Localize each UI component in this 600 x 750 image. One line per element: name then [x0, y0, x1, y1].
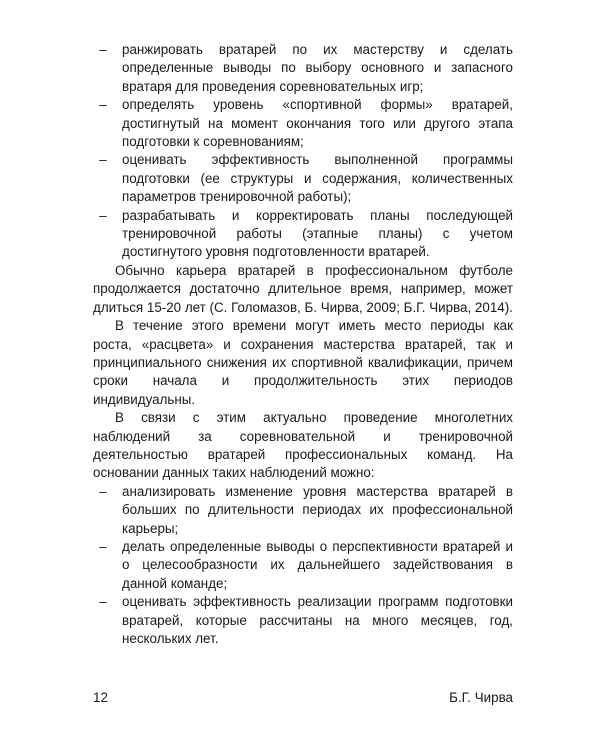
list-item-text: анализировать изменение уровня мастерства вратарей в больших по длительности периодах их профессиональной карьеры; — [122, 483, 513, 536]
list-item-text: ранжировать вратарей по их мастерству и сделать определенные выводы по выбору основного и запасного вратаря для проведения соревновательных игр; — [122, 42, 513, 94]
bullet-list-top — [93, 41, 513, 262]
list-item-text: оценивать эффективность выполненной программы подготовки (ее структуры и содержания, количественных параметров тренировочной работы); — [122, 152, 513, 205]
list-item — [93, 538, 513, 593]
list-item-text: разрабатывать и корректировать планы последующей тренировочной работы (этапные планы) с учетом достигнутого уровня подготовленности вратарей. — [122, 207, 513, 260]
dash-marker: – — [99, 42, 107, 57]
dash-marker: – — [99, 594, 107, 610]
book-page — [93, 41, 513, 721]
dash-marker: – — [99, 97, 107, 113]
dash-marker: – — [99, 538, 107, 554]
page-footer — [93, 689, 513, 709]
list-item — [93, 41, 513, 96]
list-item-text: определять уровень «спортивной формы» вратарей, достигнутый на момент окончания того или другого этапа подготовки к соревнованиям; — [122, 97, 513, 150]
page-number: 12 — [93, 690, 108, 705]
list-item-text: оценивать эффективность реализации программ подготовки вратарей, которые рассчитаны на много месяцев, год, нескольких лет. — [122, 594, 513, 646]
body-text — [93, 41, 513, 648]
paragraph-career-length: Обычно карьера вратарей в профессиональном футболе продолжается достаточно длительное время, например, может длиться 15-20 лет (С. Голомазов, Б. Чирва, 2009; Б.Г. Чирва, 2014). — [93, 262, 513, 315]
paragraph-career-periods: В течение этого времени могут иметь место периоды как роста, «расцвета» и сохранения мастерства вратарей, так и принципиального снижения их спортивной квалификации, причем сроки начала и продолжительность этих периодов индивидуальны. — [93, 318, 513, 407]
list-item — [93, 151, 513, 206]
dash-marker: – — [99, 152, 107, 168]
list-item — [93, 593, 513, 648]
dash-marker: – — [99, 207, 107, 223]
paragraph-observations: В связи с этим актуально проведение многолетних наблюдений за соревновательной и тренировочной деятельностью вратарей профессиональных команд. На основании данных таких наблюдений можно: — [93, 410, 513, 481]
running-head-author: Б.Г. Чирва — [449, 690, 513, 705]
dash-marker: – — [99, 483, 107, 499]
bullet-list-bottom — [93, 483, 513, 649]
list-item-text: делать определенные выводы о перспективности вратарей и о целесообразности их дальнейшего задействования в данной команде; — [122, 538, 513, 591]
list-item — [93, 207, 513, 262]
list-item — [93, 96, 513, 151]
list-item — [93, 483, 513, 538]
